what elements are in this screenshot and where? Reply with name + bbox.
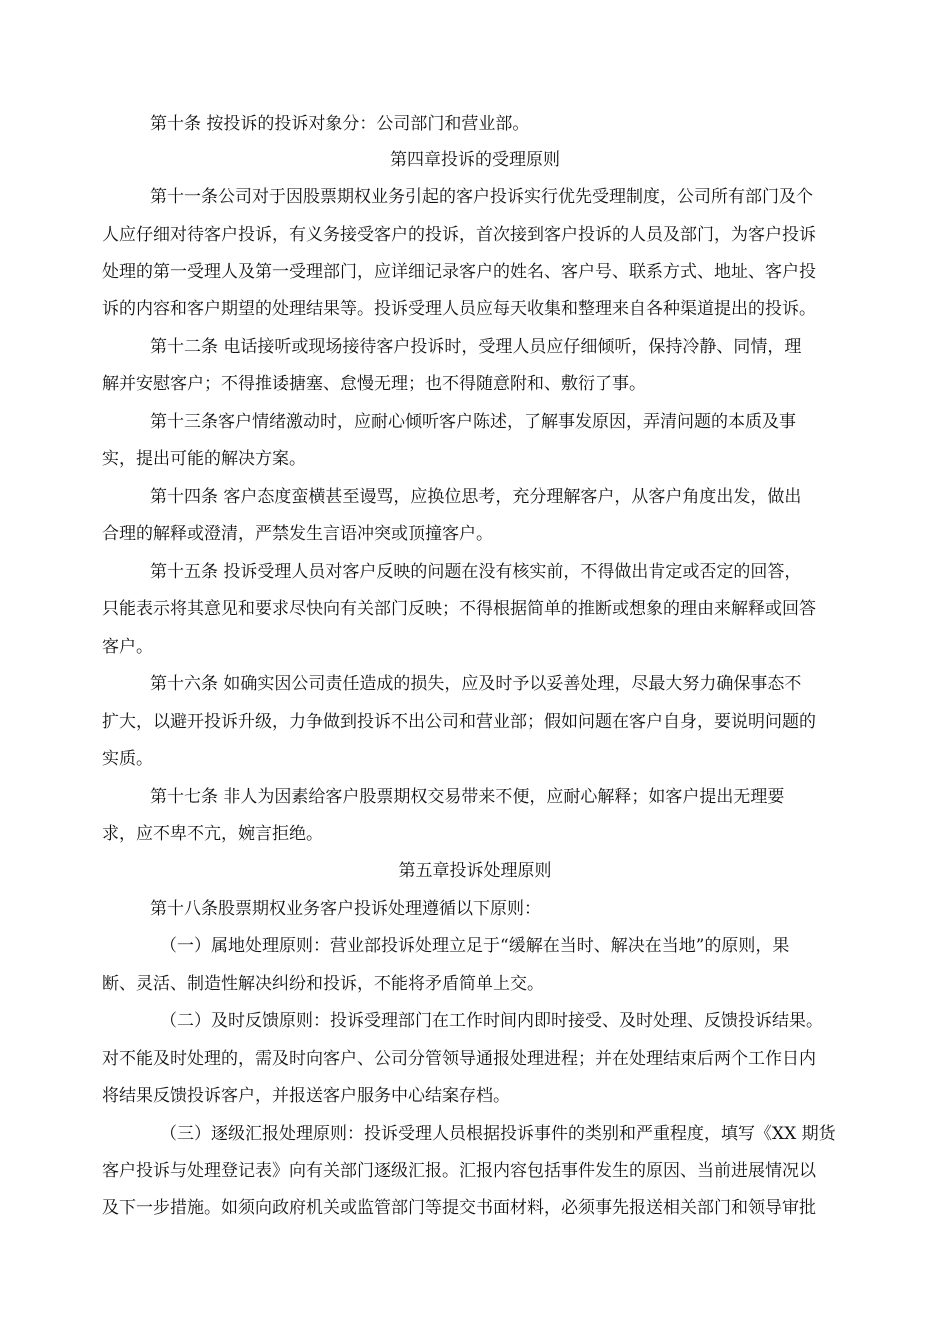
article-18: 第十八条股票期权业务客户投诉处理遵循以下原则： bbox=[150, 899, 541, 919]
article-11-line-1: 第十一条公司对于因股票期权业务引起的客户投诉实行优先受理制度，公司所有部门及个 bbox=[150, 187, 813, 207]
article-17-line-2: 求，应不卑不亢，婉言拒绝。 bbox=[102, 824, 323, 844]
article-12-line-1: 第十二条 电话接听或现场接待客户投诉时，受理人员应仔细倾听，保持冷静、同情，理 bbox=[150, 337, 802, 357]
article-11-line-3: 处理的第一受理人及第一受理部门，应详细记录客户的姓名、客户号、联系方式、地址、客户投 bbox=[102, 262, 816, 282]
chapter-4-heading: 第四章投诉的受理原则 bbox=[390, 150, 560, 170]
article-11-line-4: 诉的内容和客户期望的处理结果等。投诉受理人员应每天收集和整理来自各种渠道提出的投诉。 bbox=[102, 299, 816, 319]
article-17-line-1: 第十七条 非人为因素给客户股票期权交易带来不便，应耐心解释；如客户提出无理要 bbox=[150, 787, 785, 807]
article-16-line-3: 实质。 bbox=[102, 749, 153, 769]
article-12-line-2: 解并安慰客户；不得推诿搪塞、怠慢无理；也不得随意附和、敷衍了事。 bbox=[102, 374, 646, 394]
article-13-line-2: 实，提出可能的解决方案。 bbox=[102, 449, 306, 469]
article-15-line-1: 第十五条 投诉受理人员对客户反映的问题在没有核实前，不得做出肯定或否定的回答， bbox=[150, 562, 802, 582]
article-16-line-1: 第十六条 如确实因公司责任造成的损失，应及时予以妥善处理，尽最大努力确保事态不 bbox=[150, 674, 802, 694]
principle-1-line-1: （一）属地处理原则：营业部投诉处理立足于“缓解在当时、解决在当地”的原则，果 bbox=[160, 936, 790, 956]
article-13-line-1: 第十三条客户情绪激动时，应耐心倾听客户陈述，了解事发原因，弄清问题的本质及事 bbox=[150, 412, 796, 432]
article-11-line-2: 人应仔细对待客户投诉，有义务接受客户的投诉，首次接到客户投诉的人员及部门，为客户投诉 bbox=[102, 225, 816, 245]
principle-1-line-2: 断、灵活、制造性解决纠纷和投诉，不能将矛盾简单上交。 bbox=[102, 974, 544, 994]
article-15-line-3: 客户。 bbox=[102, 637, 153, 657]
principle-3-line-2: 客户投诉与处理登记表》向有关部门逐级汇报。汇报内容包括事件发生的原因、当前进展情况以 bbox=[102, 1161, 816, 1181]
article-14-line-1: 第十四条 客户态度蛮横甚至谩骂，应换位思考，充分理解客户，从客户角度出发，做出 bbox=[150, 487, 802, 507]
article-16-line-2: 扩大，以避开投诉升级，力争做到投诉不出公司和营业部；假如问题在客户自身，要说明问题的 bbox=[102, 712, 816, 732]
article-14-line-2: 合理的解释或澄清，严禁发生言语冲突或顶撞客户。 bbox=[102, 524, 493, 544]
principle-2-line-1: （二）及时反馈原则：投诉受理部门在工作时间内即时接受、及时处理、反馈投诉结果。 bbox=[160, 1011, 823, 1031]
article-15-line-2: 只能表示将其意见和要求尽快向有关部门反映；不得根据简单的推断或想象的理由来解释或回答 bbox=[102, 599, 816, 619]
principle-2-line-3: 将结果反馈投诉客户，并报送客户服务中心结案存档。 bbox=[102, 1086, 510, 1106]
chapter-5-heading: 第五章投诉处理原则 bbox=[398, 861, 552, 881]
principle-3-line-3: 及下一步措施。如须向政府机关或监管部门等提交书面材料，必须事先报送相关部门和领导审批 bbox=[102, 1198, 816, 1218]
principle-3-line-1: （三）逐级汇报处理原则：投诉受理人员根据投诉事件的类别和严重程度，填写《XX 期货 bbox=[160, 1124, 836, 1144]
article-10: 第十条 按投诉的投诉对象分：公司部门和营业部。 bbox=[150, 114, 530, 134]
principle-2-line-2: 对不能及时处理的，需及时向客户、公司分管领导通报处理进程；并在处理结束后两个工作日内 bbox=[102, 1049, 816, 1069]
